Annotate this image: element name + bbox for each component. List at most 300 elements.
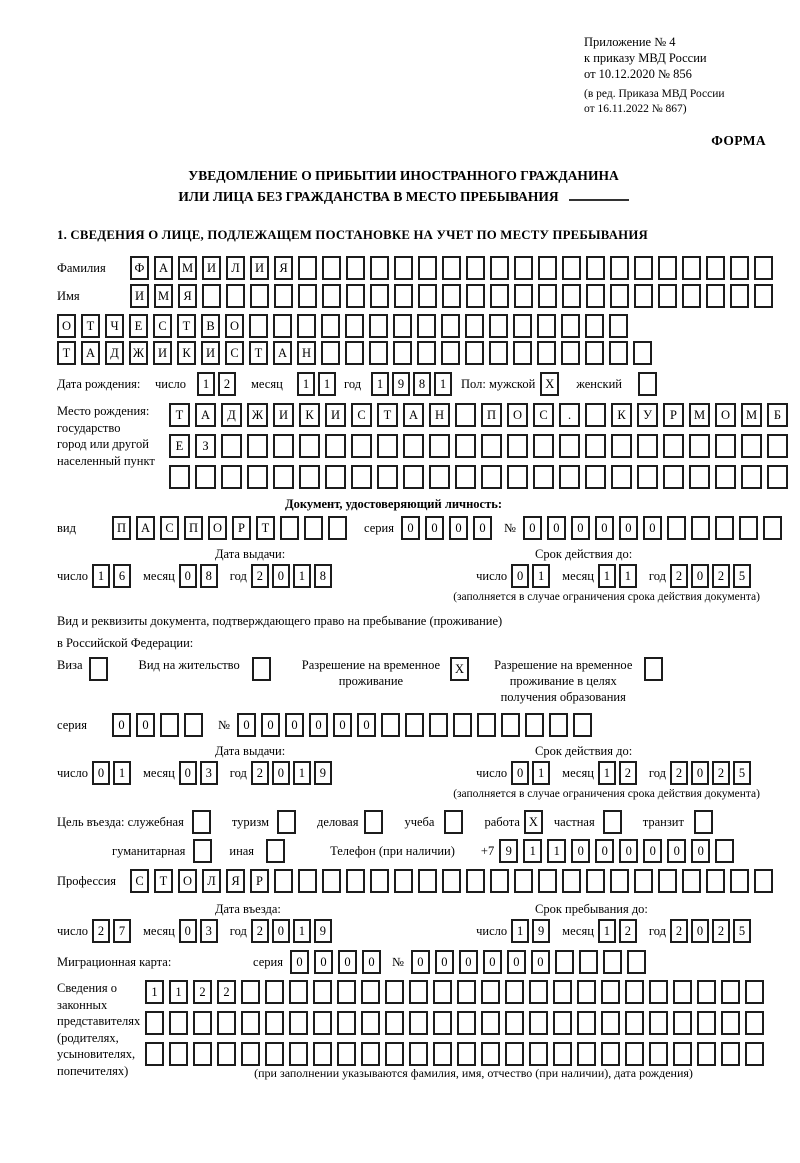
representatives-line3-cell[interactable]: [217, 1042, 236, 1066]
birthplace-line3-cell[interactable]: [637, 465, 658, 489]
residence-permit-checkbox[interactable]: [252, 657, 271, 681]
migration-series-cell[interactable]: 0: [290, 950, 309, 974]
given-name-cell[interactable]: [730, 284, 749, 308]
profession-cell[interactable]: [274, 869, 293, 893]
purpose-study-checkbox[interactable]: [444, 810, 463, 834]
representatives-line2-cell[interactable]: [385, 1011, 404, 1035]
representatives-line3-cell[interactable]: [481, 1042, 500, 1066]
patronymic-cell[interactable]: [297, 314, 316, 338]
surname-cell[interactable]: [562, 256, 581, 280]
doc-series-cell[interactable]: 0: [401, 516, 420, 540]
given-name-cell[interactable]: [634, 284, 653, 308]
rvp-expiry-cell[interactable]: 2: [670, 761, 688, 785]
patronymic-cell[interactable]: Ч: [105, 314, 124, 338]
rvp-expiry-cell[interactable]: 1: [598, 761, 616, 785]
representatives-line2-cell[interactable]: [577, 1011, 596, 1035]
profession-cell[interactable]: [682, 869, 701, 893]
citizenship-cell[interactable]: [537, 341, 556, 365]
doc-type-cell[interactable]: [304, 516, 323, 540]
representatives-line3-cell[interactable]: [529, 1042, 548, 1066]
phone-cell[interactable]: 0: [571, 839, 590, 863]
surname-cell[interactable]: [514, 256, 533, 280]
representatives-line2-cell[interactable]: [313, 1011, 332, 1035]
purpose-work-checkbox[interactable]: X: [524, 810, 543, 834]
doc-number-cell[interactable]: [715, 516, 734, 540]
surname-cell[interactable]: [394, 256, 413, 280]
stay-until-cell[interactable]: 2: [670, 919, 688, 943]
birthplace-line2-cell[interactable]: [689, 434, 710, 458]
representatives-line1-cell[interactable]: [721, 980, 740, 1004]
given-name-cell[interactable]: [442, 284, 461, 308]
birthplace-line3-cell[interactable]: [221, 465, 242, 489]
birthplace-line3-cell[interactable]: [195, 465, 216, 489]
migration-series-cell[interactable]: 0: [314, 950, 333, 974]
representatives-line3-cell[interactable]: [361, 1042, 380, 1066]
birthplace-line2-cell[interactable]: [247, 434, 268, 458]
doc-number-cell[interactable]: 0: [547, 516, 566, 540]
temp-residence-permit-checkbox[interactable]: X: [450, 657, 469, 681]
representatives-line1-cell[interactable]: [433, 980, 452, 1004]
rvp-expiry-cell[interactable]: 1: [532, 761, 550, 785]
representatives-line3-cell[interactable]: [145, 1042, 164, 1066]
representatives-line1-cell[interactable]: 1: [145, 980, 164, 1004]
birthplace-line2-cell[interactable]: З: [195, 434, 216, 458]
citizenship-cell[interactable]: С: [225, 341, 244, 365]
representatives-line3-cell[interactable]: [553, 1042, 572, 1066]
rvp-issue-cell[interactable]: 1: [293, 761, 311, 785]
birthplace-line2-cell[interactable]: Е: [169, 434, 190, 458]
representatives-line2-cell[interactable]: [361, 1011, 380, 1035]
rvp-number-cell[interactable]: [429, 713, 448, 737]
surname-cell[interactable]: М: [178, 256, 197, 280]
birthplace-line1-cell[interactable]: К: [611, 403, 632, 427]
surname-cell[interactable]: И: [202, 256, 221, 280]
rvp-number-cell[interactable]: [453, 713, 472, 737]
entry-date-cell[interactable]: 0: [179, 919, 197, 943]
representatives-line1-cell[interactable]: [313, 980, 332, 1004]
purpose-private-checkbox[interactable]: [603, 810, 622, 834]
citizenship-cell[interactable]: [441, 341, 460, 365]
doc-number-cell[interactable]: 0: [523, 516, 542, 540]
patronymic-cell[interactable]: В: [201, 314, 220, 338]
phone-cell[interactable]: 0: [619, 839, 638, 863]
surname-cell[interactable]: А: [154, 256, 173, 280]
given-name-cell[interactable]: [418, 284, 437, 308]
birthplace-line1-cell[interactable]: У: [637, 403, 658, 427]
phone-cell[interactable]: 0: [667, 839, 686, 863]
citizenship-cell[interactable]: [633, 341, 652, 365]
doc-issue-cell[interactable]: 2: [251, 564, 269, 588]
representatives-line3-cell[interactable]: [721, 1042, 740, 1066]
surname-cell[interactable]: [298, 256, 317, 280]
representatives-line3-cell[interactable]: [337, 1042, 356, 1066]
phone-cell[interactable]: 0: [691, 839, 710, 863]
birthplace-line3-cell[interactable]: [429, 465, 450, 489]
patronymic-cell[interactable]: Т: [81, 314, 100, 338]
phone-cell[interactable]: 1: [523, 839, 542, 863]
doc-issue-cell[interactable]: 8: [314, 564, 332, 588]
purpose-other-checkbox[interactable]: [266, 839, 285, 863]
profession-cell[interactable]: Я: [226, 869, 245, 893]
doc-expiry-cell[interactable]: 0: [511, 564, 529, 588]
birthplace-line2-cell[interactable]: [507, 434, 528, 458]
rvp-issue-cell[interactable]: 3: [200, 761, 218, 785]
representatives-line2-cell[interactable]: [217, 1011, 236, 1035]
stay-until-cell[interactable]: 0: [691, 919, 709, 943]
doc-expiry-cell[interactable]: 5: [733, 564, 751, 588]
citizenship-cell[interactable]: [393, 341, 412, 365]
surname-cell[interactable]: [634, 256, 653, 280]
birthplace-line3-cell[interactable]: [507, 465, 528, 489]
representatives-line1-cell[interactable]: [697, 980, 716, 1004]
given-name-cell[interactable]: [394, 284, 413, 308]
given-name-cell[interactable]: [706, 284, 725, 308]
surname-cell[interactable]: [466, 256, 485, 280]
birthplace-line1-cell[interactable]: И: [325, 403, 346, 427]
entry-date-cell[interactable]: 2: [92, 919, 110, 943]
representatives-line2-cell[interactable]: [553, 1011, 572, 1035]
doc-issue-cell[interactable]: 1: [293, 564, 311, 588]
representatives-line1-cell[interactable]: [361, 980, 380, 1004]
representatives-line2-cell[interactable]: [673, 1011, 692, 1035]
birth-day-cell[interactable]: 2: [218, 372, 236, 396]
birthplace-line1-cell[interactable]: Б: [767, 403, 788, 427]
representatives-line2-cell[interactable]: [625, 1011, 644, 1035]
purpose-business-checkbox[interactable]: [364, 810, 383, 834]
doc-number-cell[interactable]: [691, 516, 710, 540]
patronymic-cell[interactable]: [537, 314, 556, 338]
citizenship-cell[interactable]: [465, 341, 484, 365]
representatives-line2-cell[interactable]: [505, 1011, 524, 1035]
patronymic-cell[interactable]: [345, 314, 364, 338]
given-name-cell[interactable]: [490, 284, 509, 308]
birthplace-line2-cell[interactable]: [377, 434, 398, 458]
surname-cell[interactable]: Ф: [130, 256, 149, 280]
phone-cell[interactable]: 0: [595, 839, 614, 863]
given-name-cell[interactable]: [298, 284, 317, 308]
doc-expiry-cell[interactable]: 1: [598, 564, 616, 588]
birthplace-line2-cell[interactable]: [325, 434, 346, 458]
rvp-expiry-cell[interactable]: 2: [619, 761, 637, 785]
stay-until-cell[interactable]: 2: [619, 919, 637, 943]
doc-number-cell[interactable]: 0: [643, 516, 662, 540]
birthplace-line1-cell[interactable]: М: [689, 403, 710, 427]
doc-number-cell[interactable]: [739, 516, 758, 540]
surname-cell[interactable]: [322, 256, 341, 280]
migration-number-cell[interactable]: [627, 950, 646, 974]
representatives-line2-cell[interactable]: [529, 1011, 548, 1035]
patronymic-cell[interactable]: [417, 314, 436, 338]
sex-female-checkbox[interactable]: [638, 372, 657, 396]
birthplace-line2-cell[interactable]: [767, 434, 788, 458]
profession-cell[interactable]: [298, 869, 317, 893]
profession-cell[interactable]: [346, 869, 365, 893]
doc-expiry-cell[interactable]: 2: [712, 564, 730, 588]
visa-checkbox[interactable]: [89, 657, 108, 681]
representatives-line2-cell[interactable]: [481, 1011, 500, 1035]
doc-issue-cell[interactable]: 0: [272, 564, 290, 588]
given-name-cell[interactable]: М: [154, 284, 173, 308]
rvp-number-cell[interactable]: [477, 713, 496, 737]
patronymic-cell[interactable]: Е: [129, 314, 148, 338]
birthplace-line1-cell[interactable]: М: [741, 403, 762, 427]
surname-cell[interactable]: [442, 256, 461, 280]
birthplace-line3-cell[interactable]: [481, 465, 502, 489]
citizenship-cell[interactable]: Д: [105, 341, 124, 365]
rvp-number-cell[interactable]: [381, 713, 400, 737]
given-name-cell[interactable]: [754, 284, 773, 308]
representatives-line3-cell[interactable]: [601, 1042, 620, 1066]
representatives-line1-cell[interactable]: [409, 980, 428, 1004]
representatives-line3-cell[interactable]: [577, 1042, 596, 1066]
representatives-line3-cell[interactable]: [457, 1042, 476, 1066]
birthplace-line3-cell[interactable]: [247, 465, 268, 489]
migration-number-cell[interactable]: [603, 950, 622, 974]
birth-year-cell[interactable]: 9: [392, 372, 410, 396]
rvp-number-cell[interactable]: [525, 713, 544, 737]
patronymic-cell[interactable]: Т: [177, 314, 196, 338]
doc-issue-cell[interactable]: 1: [92, 564, 110, 588]
birth-year-cell[interactable]: 1: [371, 372, 389, 396]
title-blank-line[interactable]: [569, 186, 629, 201]
representatives-line3-cell[interactable]: [673, 1042, 692, 1066]
birthplace-line3-cell[interactable]: [377, 465, 398, 489]
representatives-line3-cell[interactable]: [697, 1042, 716, 1066]
citizenship-cell[interactable]: И: [153, 341, 172, 365]
representatives-line2-cell[interactable]: [169, 1011, 188, 1035]
representatives-line3-cell[interactable]: [625, 1042, 644, 1066]
birth-day-cell[interactable]: 1: [197, 372, 215, 396]
birthplace-line1-cell[interactable]: Д: [221, 403, 242, 427]
phone-cell[interactable]: 9: [499, 839, 518, 863]
surname-cell[interactable]: И: [250, 256, 269, 280]
birthplace-line3-cell[interactable]: [351, 465, 372, 489]
representatives-line1-cell[interactable]: [337, 980, 356, 1004]
phone-cell[interactable]: 1: [547, 839, 566, 863]
stay-until-cell[interactable]: 5: [733, 919, 751, 943]
doc-number-cell[interactable]: [763, 516, 782, 540]
doc-type-cell[interactable]: А: [136, 516, 155, 540]
surname-cell[interactable]: Я: [274, 256, 293, 280]
birthplace-line2-cell[interactable]: [455, 434, 476, 458]
doc-number-cell[interactable]: 0: [571, 516, 590, 540]
doc-type-cell[interactable]: [280, 516, 299, 540]
doc-series-cell[interactable]: 0: [449, 516, 468, 540]
doc-issue-cell[interactable]: 0: [179, 564, 197, 588]
given-name-cell[interactable]: [274, 284, 293, 308]
profession-cell[interactable]: [418, 869, 437, 893]
profession-cell[interactable]: [538, 869, 557, 893]
birthplace-line3-cell[interactable]: [169, 465, 190, 489]
profession-cell[interactable]: [658, 869, 677, 893]
rvp-expiry-cell[interactable]: 0: [511, 761, 529, 785]
surname-cell[interactable]: [538, 256, 557, 280]
profession-cell[interactable]: [466, 869, 485, 893]
rvp-issue-cell[interactable]: 1: [113, 761, 131, 785]
birthplace-line2-cell[interactable]: [741, 434, 762, 458]
doc-issue-cell[interactable]: 6: [113, 564, 131, 588]
profession-cell[interactable]: [610, 869, 629, 893]
stay-until-cell[interactable]: 1: [511, 919, 529, 943]
surname-cell[interactable]: [586, 256, 605, 280]
birthplace-line1-cell[interactable]: Т: [377, 403, 398, 427]
birthplace-line1-cell[interactable]: К: [299, 403, 320, 427]
birthplace-line3-cell[interactable]: [663, 465, 684, 489]
representatives-line2-cell[interactable]: [193, 1011, 212, 1035]
given-name-cell[interactable]: [226, 284, 245, 308]
representatives-line3-cell[interactable]: [649, 1042, 668, 1066]
rvp-number-cell[interactable]: 0: [309, 713, 328, 737]
rvp-series-cell[interactable]: [160, 713, 179, 737]
birthplace-line2-cell[interactable]: [663, 434, 684, 458]
surname-cell[interactable]: Л: [226, 256, 245, 280]
phone-cell[interactable]: [715, 839, 734, 863]
profession-cell[interactable]: [490, 869, 509, 893]
doc-series-cell[interactable]: 0: [425, 516, 444, 540]
citizenship-cell[interactable]: [609, 341, 628, 365]
patronymic-cell[interactable]: [369, 314, 388, 338]
patronymic-cell[interactable]: С: [153, 314, 172, 338]
representatives-line2-cell[interactable]: [649, 1011, 668, 1035]
profession-cell[interactable]: [586, 869, 605, 893]
citizenship-cell[interactable]: [561, 341, 580, 365]
doc-type-cell[interactable]: [328, 516, 347, 540]
birthplace-line3-cell[interactable]: [455, 465, 476, 489]
citizenship-cell[interactable]: [585, 341, 604, 365]
migration-number-cell[interactable]: 0: [531, 950, 550, 974]
rvp-series-cell[interactable]: 0: [112, 713, 131, 737]
representatives-line3-cell[interactable]: [313, 1042, 332, 1066]
patronymic-cell[interactable]: [561, 314, 580, 338]
given-name-cell[interactable]: И: [130, 284, 149, 308]
citizenship-cell[interactable]: Н: [297, 341, 316, 365]
representatives-line2-cell[interactable]: [241, 1011, 260, 1035]
given-name-cell[interactable]: [346, 284, 365, 308]
representatives-line1-cell[interactable]: [385, 980, 404, 1004]
citizenship-cell[interactable]: К: [177, 341, 196, 365]
rvp-issue-cell[interactable]: 2: [251, 761, 269, 785]
patronymic-cell[interactable]: [609, 314, 628, 338]
birth-month-cell[interactable]: 1: [297, 372, 315, 396]
birth-month-cell[interactable]: 1: [318, 372, 336, 396]
birthplace-line3-cell[interactable]: [585, 465, 606, 489]
representatives-line2-cell[interactable]: [721, 1011, 740, 1035]
citizenship-cell[interactable]: А: [273, 341, 292, 365]
birthplace-line1-cell[interactable]: Т: [169, 403, 190, 427]
representatives-line2-cell[interactable]: [289, 1011, 308, 1035]
migration-series-cell[interactable]: 0: [338, 950, 357, 974]
citizenship-cell[interactable]: А: [81, 341, 100, 365]
representatives-line2-cell[interactable]: [457, 1011, 476, 1035]
representatives-line2-cell[interactable]: [745, 1011, 764, 1035]
representatives-line1-cell[interactable]: [601, 980, 620, 1004]
representatives-line2-cell[interactable]: [433, 1011, 452, 1035]
rvp-issue-cell[interactable]: 0: [92, 761, 110, 785]
representatives-line1-cell[interactable]: [457, 980, 476, 1004]
profession-cell[interactable]: С: [130, 869, 149, 893]
rvp-number-cell[interactable]: [549, 713, 568, 737]
birthplace-line3-cell[interactable]: [325, 465, 346, 489]
doc-type-cell[interactable]: О: [208, 516, 227, 540]
given-name-cell[interactable]: [610, 284, 629, 308]
patronymic-cell[interactable]: [585, 314, 604, 338]
representatives-line2-cell[interactable]: [337, 1011, 356, 1035]
surname-cell[interactable]: [706, 256, 725, 280]
birthplace-line1-cell[interactable]: .: [559, 403, 580, 427]
surname-cell[interactable]: [658, 256, 677, 280]
rvp-number-cell[interactable]: 0: [261, 713, 280, 737]
citizenship-cell[interactable]: [489, 341, 508, 365]
birthplace-line2-cell[interactable]: [481, 434, 502, 458]
birthplace-line1-cell[interactable]: И: [273, 403, 294, 427]
citizenship-cell[interactable]: Т: [57, 341, 76, 365]
representatives-line1-cell[interactable]: [265, 980, 284, 1004]
rvp-number-cell[interactable]: 0: [237, 713, 256, 737]
profession-cell[interactable]: Р: [250, 869, 269, 893]
doc-number-cell[interactable]: [667, 516, 686, 540]
rvp-number-cell[interactable]: 0: [333, 713, 352, 737]
profession-cell[interactable]: [394, 869, 413, 893]
birthplace-line1-cell[interactable]: [455, 403, 476, 427]
doc-expiry-cell[interactable]: 0: [691, 564, 709, 588]
birthplace-line2-cell[interactable]: [273, 434, 294, 458]
given-name-cell[interactable]: Я: [178, 284, 197, 308]
migration-number-cell[interactable]: 0: [435, 950, 454, 974]
rvp-expiry-cell[interactable]: 0: [691, 761, 709, 785]
representatives-line2-cell[interactable]: [601, 1011, 620, 1035]
representatives-line1-cell[interactable]: [745, 980, 764, 1004]
profession-cell[interactable]: [442, 869, 461, 893]
birthplace-line1-cell[interactable]: [585, 403, 606, 427]
citizenship-cell[interactable]: [321, 341, 340, 365]
representatives-line1-cell[interactable]: [481, 980, 500, 1004]
representatives-line1-cell[interactable]: [289, 980, 308, 1004]
citizenship-cell[interactable]: [513, 341, 532, 365]
birthplace-line2-cell[interactable]: [351, 434, 372, 458]
representatives-line3-cell[interactable]: [385, 1042, 404, 1066]
rvp-expiry-cell[interactable]: 2: [712, 761, 730, 785]
representatives-line1-cell[interactable]: 2: [193, 980, 212, 1004]
surname-cell[interactable]: [754, 256, 773, 280]
birthplace-line2-cell[interactable]: [559, 434, 580, 458]
stay-until-cell[interactable]: 2: [712, 919, 730, 943]
representatives-line3-cell[interactable]: [433, 1042, 452, 1066]
doc-type-cell[interactable]: С: [160, 516, 179, 540]
representatives-line3-cell[interactable]: [241, 1042, 260, 1066]
stay-until-cell[interactable]: 9: [532, 919, 550, 943]
phone-cell[interactable]: 0: [643, 839, 662, 863]
birthplace-line3-cell[interactable]: [715, 465, 736, 489]
migration-series-cell[interactable]: 0: [362, 950, 381, 974]
representatives-line3-cell[interactable]: [505, 1042, 524, 1066]
given-name-cell[interactable]: [370, 284, 389, 308]
birthplace-line1-cell[interactable]: А: [403, 403, 424, 427]
migration-number-cell[interactable]: 0: [459, 950, 478, 974]
given-name-cell[interactable]: [514, 284, 533, 308]
citizenship-cell[interactable]: Ж: [129, 341, 148, 365]
temp-residence-education-checkbox[interactable]: [644, 657, 663, 681]
rvp-issue-cell[interactable]: 0: [272, 761, 290, 785]
given-name-cell[interactable]: [562, 284, 581, 308]
profession-cell[interactable]: [706, 869, 725, 893]
citizenship-cell[interactable]: И: [201, 341, 220, 365]
birthplace-line3-cell[interactable]: [767, 465, 788, 489]
birthplace-line2-cell[interactable]: [585, 434, 606, 458]
given-name-cell[interactable]: [322, 284, 341, 308]
rvp-number-cell[interactable]: [573, 713, 592, 737]
representatives-line1-cell[interactable]: [577, 980, 596, 1004]
patronymic-cell[interactable]: [249, 314, 268, 338]
